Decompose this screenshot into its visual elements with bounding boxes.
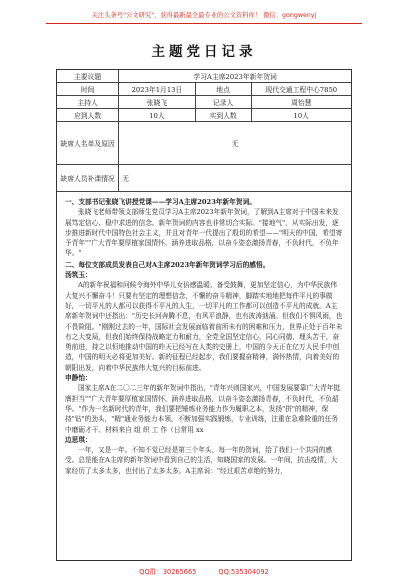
section1-body: 张晓飞老师带领支部师生党员学习A主席2023年新年贺词，了解到A主席对于中国未来发展笃定信心、稳中求进的信念。新年贺词的内容也非常切合实际。"接地气"，从实际出发，逐步推进新时代中国特色社会主义，并且对青年一代提出了殷切的希望——"明天的中国，希望寄予青年""广大青年要厚植家国情怀、涵养进取品格，以奋斗姿态激扬青春，不负时代，不负年华。": [65, 208, 343, 258]
recorder-label: 记录人: [195, 96, 251, 109]
recorder-value: 周怡慧: [251, 96, 351, 109]
speaker1-body: A的新年祝福和问候令海外中华儿女倍感温暖、备受鼓舞，更加坚定信心，为中华民族伟大复兴不懈奋斗！只要有坚定的理想信念，不懈的奋斗精神，脚踏实地地把每件平凡的事做好，一切平凡的人都可以获得不平凡的人生，一切平凡的工作都可以创造不平凡的成就。A主席新年贺词中还指出："历史长河奔腾不息，有风平浪静，也有波涛汹涌。但我们不惧风雨，也不畏险阻。"刚刚过去的一年，国际社会发展面临着前所未有的困难和压力，世界正处于百年未有之大变局，但我们始终保持战略定力和耐力，全党全国坚定信心，同心同德，埋头苦干，奋勇前进，持之以恒地推动中国的昨天已经写在人类的史册上，中国的今天正在亿万人民手中创造，中国的明天必将更加美好。新的征程已经起步，我们要握奋精神，满怀热情，向着美好的朝阳出发，向着中华民族伟大复兴的目标前进。: [65, 281, 343, 372]
meta-table: [57, 70, 351, 192]
speaker2-name: 申静怡：: [65, 374, 92, 383]
footer-qq-group: QQ群：30265665: [139, 568, 197, 576]
section2-heading: 二、每位支部成员发表自己对A主席2023年新年贺词学习后的感悟。: [65, 260, 270, 269]
speaker3-name: 边思琪：: [65, 435, 92, 444]
makeup-label: 缺席人员补课情况: [57, 165, 119, 192]
absent-label: 缺席人名单及原因: [57, 122, 119, 165]
makeup-value: 无: [119, 165, 351, 192]
absent-value: 无: [119, 122, 351, 165]
row-absent: [57, 122, 351, 165]
place-value: 现代交通工程中心7850: [251, 83, 351, 96]
row-topic: [57, 70, 351, 83]
actual-label: 实到人数: [195, 109, 251, 122]
banner-divider: [46, 23, 362, 24]
footer-qq: QQ:535304092: [218, 568, 269, 576]
topic-label: 主要议题: [57, 70, 119, 83]
row-host-recorder: [57, 96, 351, 109]
time-label: 时间: [57, 83, 119, 96]
row-time-place: [57, 83, 351, 96]
actual-value: 10人: [251, 109, 351, 122]
speaker1-name: 汤筑玉：: [65, 271, 92, 280]
row-makeup: [57, 165, 351, 192]
expected-label: 应到人数: [57, 109, 119, 122]
time-value: 2023年1月13日: [119, 83, 195, 96]
host-label: 主持人: [57, 96, 119, 109]
expected-value: 10人: [119, 109, 195, 122]
host-value: 张晓飞: [119, 96, 195, 109]
section1-heading: 一、支部书记张晓飞讲授党课——学习A主席2023年新年贺词。: [65, 198, 256, 206]
footer-contact: [0, 566, 408, 576]
page-title: 主题党日记录: [151, 44, 257, 60]
speaker3-body: 一年，又是一年。不知不觉已经是第三个年头，每一年的贺词，给了我们一个共同的感受。总是能在A主席的新年贺词中看到自己的生活，知晓国家的发展。一年间，抗击疫情，大家经历了太多太多，也付出了太多太多。A主席说："经过艰苦卓绝的努力，: [65, 446, 338, 475]
record-content: [57, 192, 351, 476]
top-banner: 关注头条号"公文研究"，获得最新最全最专业的公文资料库！ 微信：gongwenyj: [91, 12, 317, 19]
topic-value: 学习A主席2023年新年贺词: [119, 70, 351, 83]
row-attendance: [57, 109, 351, 122]
speaker2-body: 国家主席A在二〇二三年的新年贺词中指出，"青年兴则国家兴，中国发展要靠广大青年挺膺担当""广大青年要厚植家国情怀、涵养进取品格，以奋斗姿态激扬青春，不负时代，不负韶华。"作为一名新时代的青年，我们要把锤炼业务能力作为履职之本，发扬"拼"的精神，保持"钻"的劲头，"精"通业务能力本领，不断加强实践锻炼，专业训练，注重在急难险重的任务中磨砺才干、材料来自 组 织 工 作（日常用 xx: [65, 384, 341, 434]
place-label: 地点: [195, 83, 251, 96]
record-form: [56, 69, 352, 561]
